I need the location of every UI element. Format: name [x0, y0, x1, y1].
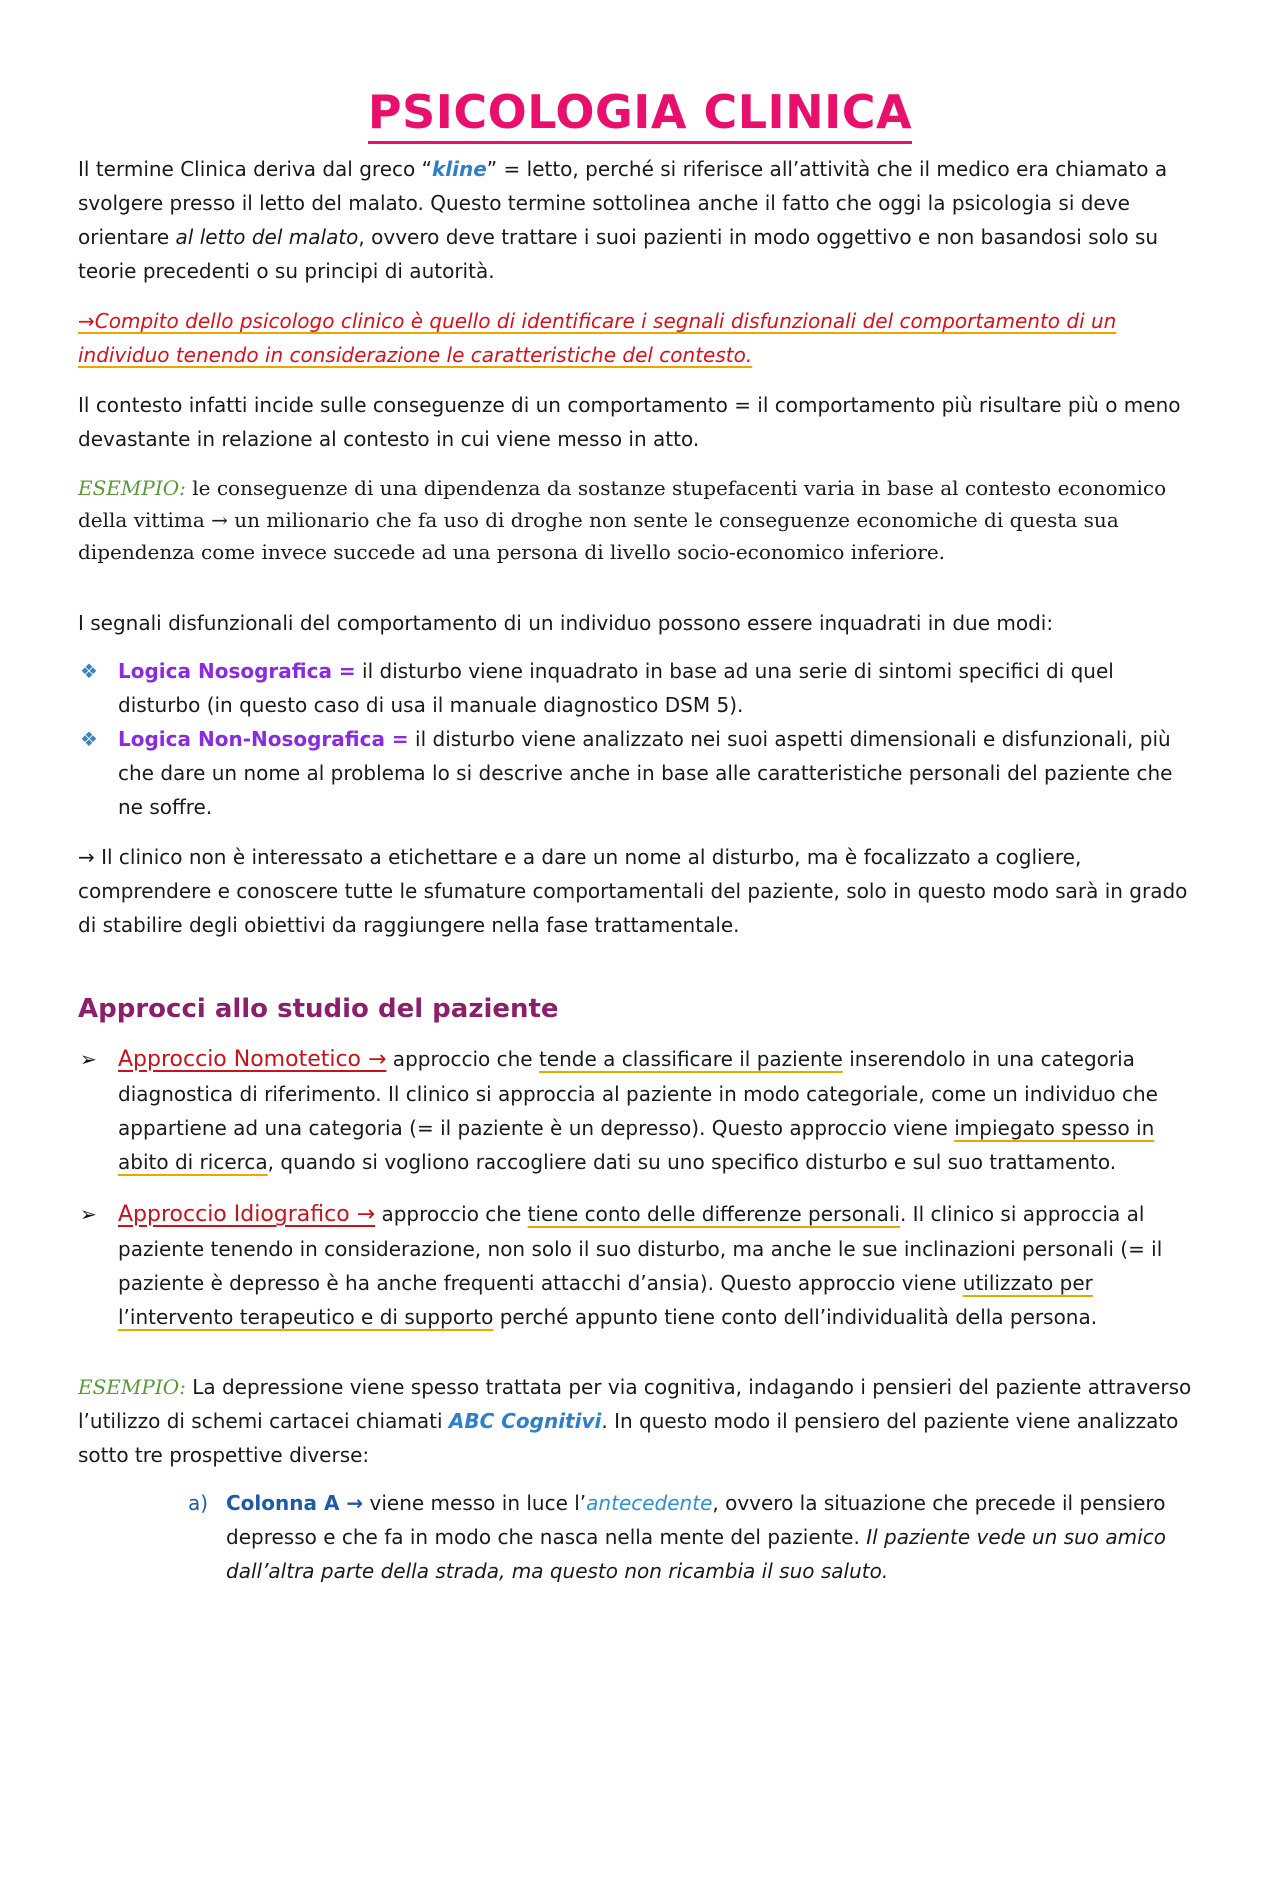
compito-paragraph: →Compito dello psicologo clinico è quello di identificare i segnali disfunzionali del comportamento di un individuo tenendo in considerazione le caratteristiche del contesto. — [78, 309, 1117, 367]
list-item: ➢ Approccio Idiografico → approccio che tiene conto delle differenze personali. Il clinico si approccia al paziente tenendo in considerazione, non solo il suo disturbo, ma anche le sue inclinazioni personali (= il paziente è depresso è ha anche frequenti attacchi d’ansia). Questo approccio viene utilizzato per l’intervento terapeutico e di supporto perché appunto tiene conto dell’individualità della persona. — [78, 1197, 1202, 1334]
list-item: ➢ Approccio Nomotetico → approccio che tende a classificare il paziente inserendolo in una categoria diagnostica di riferimento. Il clinico si approccia al paziente in modo categoriale, come un individuo che appartiene ad una categoria (= il paziente è un depresso). Questo approccio viene impiegato spesso in abito di ricerca, quando si vogliono raccogliere dati su uno specifico disturbo e sul suo trattamento. — [78, 1042, 1202, 1179]
contesto-paragraph: Il contesto infatti incide sulle conseguenze di un comportamento = il comportamento più risultare più o meno devastante in relazione al contesto in cui viene messo in atto. — [78, 393, 1181, 451]
diamond-bullet-icon: ❖ — [80, 727, 98, 751]
intro-paragraph: Il termine Clinica deriva dal greco “kline” = letto, perché si riferisce all’attività che il medico era chiamato a svolgere presso il letto del malato. Questo termine sottolinea anche il fatto che oggi la psicologia si deve orientare al letto del malato, ovvero deve trattare i suoi pazienti in modo oggettivo e non basandosi solo su teorie precedenti o su principi di autorità. — [78, 157, 1168, 283]
arrowhead-bullet-icon: ➢ — [80, 1202, 97, 1226]
segnali-paragraph: I segnali disfunzionali del comportamento di un individuo possono essere inquadrati in due modi: — [78, 611, 1054, 635]
logiche-list — [78, 654, 1202, 824]
colonne-list — [78, 1486, 1202, 1588]
section-heading: Approcci allo studio del paziente — [78, 994, 559, 1024]
list-item: ❖ Logica Non-Nosografica = il disturbo viene analizzato nei suoi aspetti dimensionali e disfunzionali, più che dare un nome al problema lo si descrive anche in base alle caratteristiche personali del paziente che ne soffre. — [78, 722, 1202, 824]
approcci-list — [78, 1042, 1202, 1334]
esempio-1: ESEMPIO: le conseguenze di una dipendenza da sostanze stupefacenti varia in base al contesto economico della vittima → un milionario che fa uso di droghe non sente le conseguenze economiche di questa sua dipendenza come invece succede ad una persona di livello socio-economico inferiore. — [78, 476, 1167, 564]
page-title: PSICOLOGIA CLINICA — [78, 86, 1202, 138]
document-page — [0, 86, 1280, 1897]
kline-term: kline — [431, 157, 487, 181]
arrow-icon: → — [78, 845, 95, 869]
esempio-2: ESEMPIO: La depressione viene spesso trattata per via cognitiva, indagando i pensieri del paziente attraverso l’utilizzo di schemi cartacei chiamati ABC Cognitivi. In questo modo il pensiero del paziente viene analizzato sotto tre prospettive diverse: — [78, 1375, 1192, 1467]
diamond-bullet-icon: ❖ — [80, 659, 98, 683]
arrowhead-bullet-icon: ➢ — [80, 1047, 97, 1071]
clinico-paragraph: → Il clinico non è interessato a etichettare e a dare un nome al disturbo, ma è focalizzato a cogliere, comprendere e conoscere tutte le sfumature comportamentali del paziente, solo in questo modo sarà in grado di stabilire degli obiettivi da raggiungere nella fase trattamentale. — [78, 845, 1188, 937]
arrow-icon: → — [211, 508, 228, 532]
arrow-icon: → — [78, 309, 95, 333]
list-item: a) Colonna A → viene messo in luce l’antecedente, ovvero la situazione che precede il pensiero depresso e che fa in modo che nasca nella mente del paziente. Il paziente vede un suo amico dall’altra parte della strada, ma questo non ricambia il suo saluto. — [188, 1491, 1166, 1583]
list-item: ❖ Logica Nosografica = il disturbo viene inquadrato in base ad una serie di sintomi specifici di quel disturbo (in questo caso di usa il manuale diagnostico DSM 5). — [78, 654, 1202, 722]
